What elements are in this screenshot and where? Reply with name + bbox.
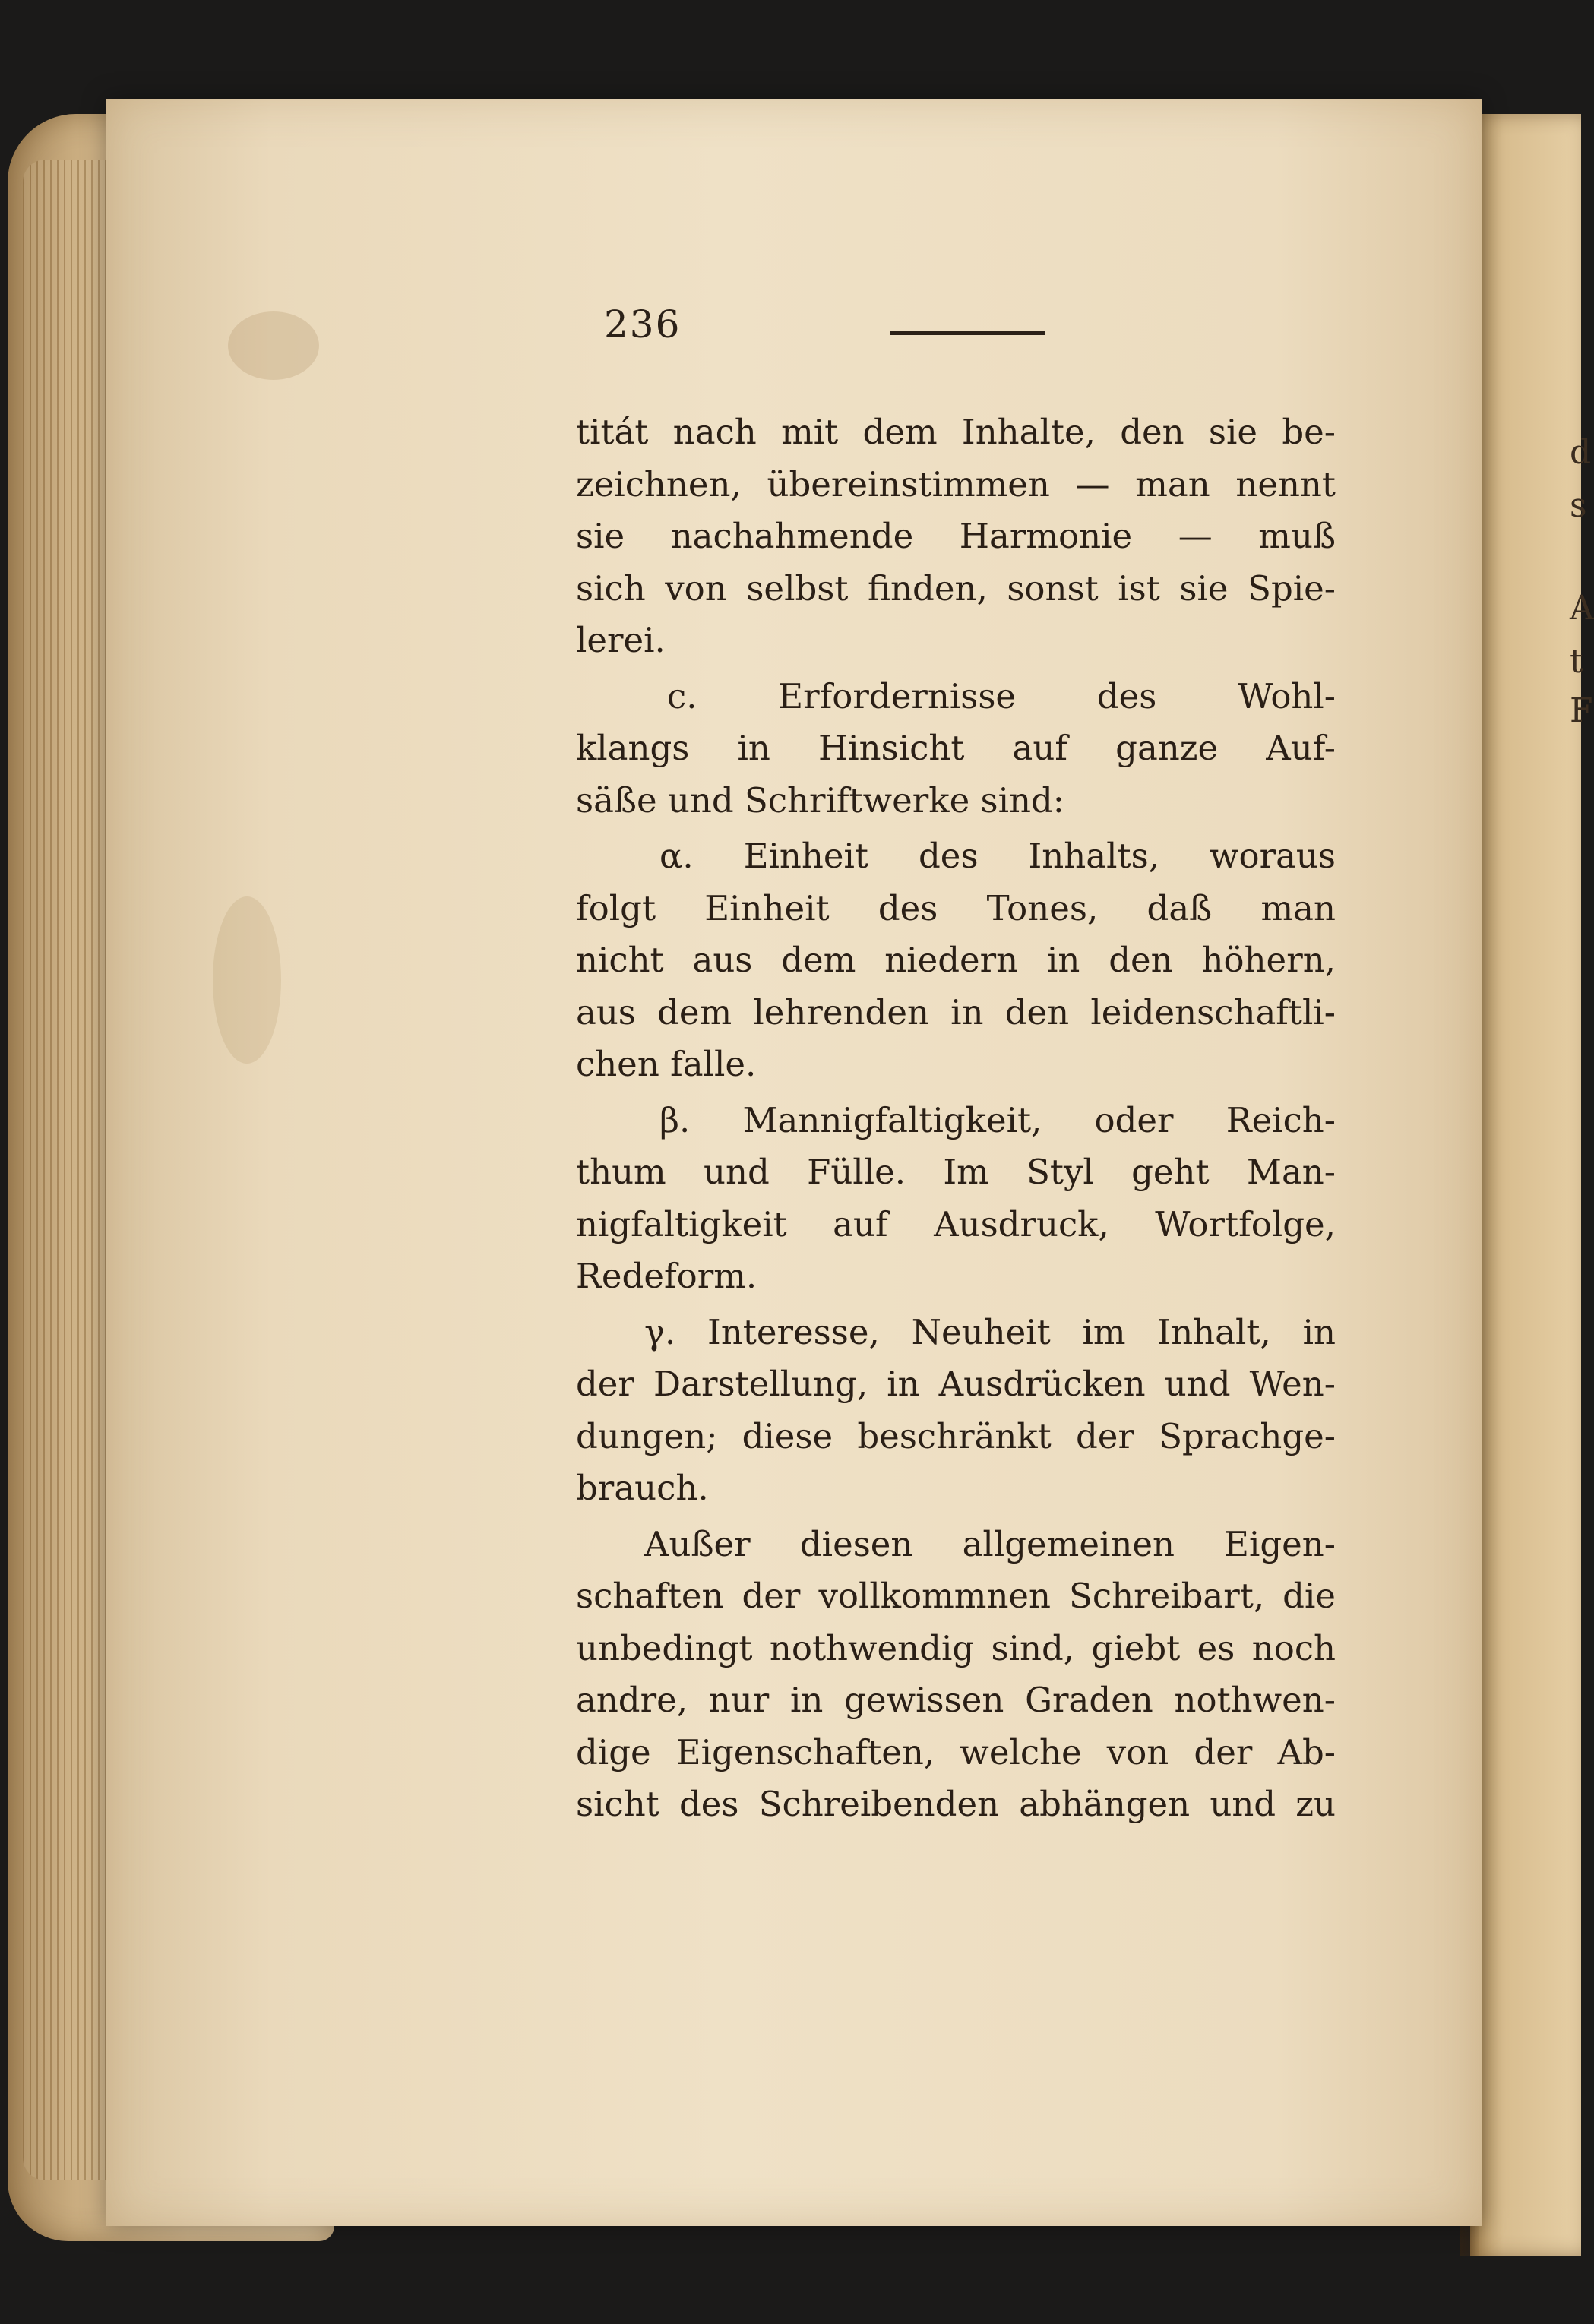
text-line: nicht aus dem niedern in den höhern, xyxy=(576,940,1336,980)
text-line: lerei. xyxy=(576,620,666,660)
text-line: dige Eigenschaften, welche von der Ab- xyxy=(576,1731,1336,1772)
page-body-text xyxy=(576,406,1336,1831)
running-head-rule xyxy=(890,331,1045,335)
text-line: klangs in Hinsicht auf ganze Auf- xyxy=(576,728,1336,768)
text-line: unbedingt nothwendig sind, giebt es noch xyxy=(576,1627,1336,1668)
facing-page-fragment: s xyxy=(1570,486,1587,525)
page-stain xyxy=(228,311,319,380)
text-line: zeichnen, übereinstimmen — man nennt xyxy=(576,463,1336,504)
text-line: sie nachahmende Harmonie — muß xyxy=(576,516,1336,556)
text-line: γ. Interesse, Neuheit im Inhalt, in xyxy=(644,1311,1336,1352)
text-line: chen falle. xyxy=(576,1044,757,1084)
text-line: folgt Einheit des Tones, daß man xyxy=(576,887,1336,928)
text-line: säße und Schriftwerke sind: xyxy=(576,779,1064,821)
page-stain xyxy=(213,896,281,1064)
text-line: c. Erfordernisse des Wohl- xyxy=(667,675,1336,716)
facing-page-fragment: A xyxy=(1570,589,1594,628)
text-line: schaften der vollkommnen Schreibart, die xyxy=(576,1576,1336,1616)
text-line: titát nach mit dem Inhalte, den sie be- xyxy=(576,412,1336,452)
facing-page-fragment: F xyxy=(1570,691,1593,730)
text-line: andre, nur in gewissen Graden nothwen- xyxy=(576,1680,1336,1720)
text-line: der Darstellung, in Ausdrücken und Wen- xyxy=(576,1364,1336,1404)
facing-page-fragment: t xyxy=(1570,642,1583,681)
text-line: thum und Fülle. Im Styl geht Man- xyxy=(576,1152,1336,1192)
facing-page-fragment: d xyxy=(1570,433,1592,472)
text-line: Außer diesen allgemeinen Eigen- xyxy=(644,1523,1336,1564)
text-line: sicht des Schreibenden abhängen und zu xyxy=(576,1784,1336,1824)
text-line: Redeform. xyxy=(576,1256,757,1296)
text-line: sich von selbst finden, sonst ist sie Spie- xyxy=(576,568,1336,609)
text-line: nigfaltigkeit auf Ausdruck, Wortfolge, xyxy=(576,1203,1336,1244)
page-number: 236 xyxy=(604,302,682,346)
text-line: brauch. xyxy=(576,1468,709,1508)
text-line: aus dem lehrenden in den leidenschaftli- xyxy=(576,991,1336,1032)
text-line: β. Mannigfaltigkeit, oder Reich- xyxy=(659,1099,1336,1140)
text-line: α. Einheit des Inhalts, woraus xyxy=(659,836,1336,876)
text-line: dungen; diese beschränkt der Sprachge- xyxy=(576,1415,1336,1456)
facing-page xyxy=(1470,114,1581,2256)
